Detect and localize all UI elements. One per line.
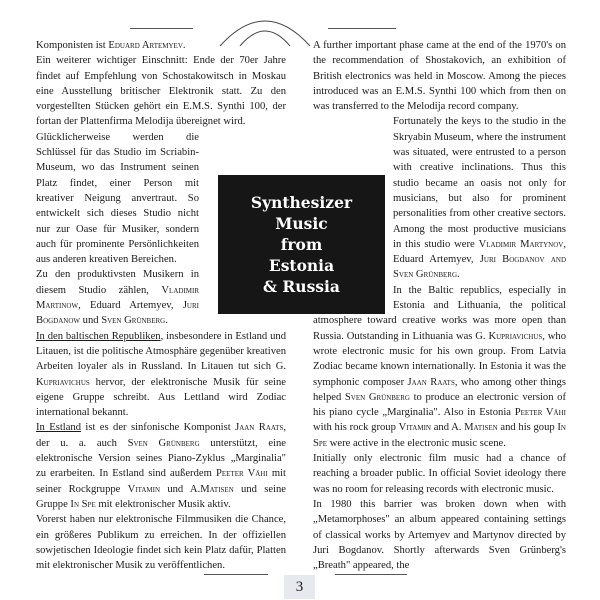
title-line: from — [280, 235, 323, 254]
german-paragraph-4: Zu den produktivsten Musikern in diesem Studio zählen, Vladimir Martinow, Eduard Artemyev, Juri Bogdanow und Sven Grünberg. — [36, 269, 199, 327]
english-paragraph-2: Fortunately the keys to the studio in the Skryabin Museum, where the instrument was situated, were entrusted to a person with creative inclinations. Thus this studio became an oasis not only for musicians, but also for prominent personalities from other creative sectors. Among the most productive musicians in this studio were Vladimir Martynov, Eduard Artemyev, Juri Bogdanov and Sven Grünberg. — [393, 116, 566, 281]
bottom-rule-right — [335, 574, 407, 575]
title-line: Synthesizer — [250, 193, 353, 212]
english-paragraph-5: In 1980 this barrier was broken down when with „Metamorphoses" an album appeared containing settings of classical works by Artemyev and Martynov directed by Juri Bogdanov. Shortly afterwards Sven Grünberg's „Breath" appeared, the — [313, 498, 566, 572]
english-paragraph-3: In the Baltic republics, especially in Estonia and Lithuania, the political atmosphere toward creative works was more open than Russia. Outstanding in Lithuania was G. Kupriavichus, who wrote electronic music for his own group. From Latvia Zodiac became known internationally. In Estonia it was the symphonic composer Jaan Raats, who among other things helped Sven Grünberg to produce an electronic version of his piano cycle „Marginalia". Also in Estonia Peeter Vähi with his rock group Vitamin and A. Matisen and his goup In Spe were active in the electronic music scene. — [313, 284, 566, 449]
english-paragraph-1: A further important phase came at the end of the 1970's on the recommendation of Shostakovich, an exhibition of British electronics was held in Moscow. Among the pieces introduced was an E.M.S. Synthi 100 which from then on was transferred to the Melodija record company. — [313, 40, 566, 113]
page-number: 3 — [284, 575, 315, 599]
top-rule-left — [130, 28, 193, 29]
top-rule-right — [328, 28, 396, 29]
title-box — [218, 175, 385, 314]
german-paragraph-3: Glücklicherweise werden die Schlüssel für das Studio im Scriabin-Museum, wo das Instrument seinen Platz findet, einer Person mit kreativer Neigung anvertraut. So entwickelt sich dieses Studio nicht nur zur Oase für Musiker, sondern auch für prominente Persönlichkeiten aus anderen kreativen Bereichen. — [36, 131, 199, 266]
german-paragraph-1: Komponisten ist Eduard Artemyev. — [36, 40, 186, 51]
english-paragraph-4: Initially only electronic film music had a chance of reaching a broader public. In official Soviet ideology there was no room for releasing records with electronic music. — [313, 453, 566, 495]
title-line: Estonia — [268, 256, 335, 275]
german-paragraph-6: In Estland ist es der sinfonische Komponist Jaan Raats, der u. a. auch Sven Grünberg unterstützt, eine elektronische Version seines Piano-Zyklus „Marginalia" zu erarbeiten. In Estland sind außerdem Peeter Vähi mit seiner Rockgruppe Vitamin und A.Matisen und seine Gruppe In Spe mit elektronischer Musik aktiv. — [36, 422, 286, 510]
german-paragraph-2: Ein weiterer wichtiger Einschnitt: Ende der 70er Jahre findet auf Empfehlung von Schostakowitsch in Moskau eine Ausstellung britischer Elektronik statt. Zu den vorgestellten Stücken gehört ein E.M.S. Synthi 100, der fortan der Plattenfirma Melodija übereignet wird. — [36, 55, 286, 128]
german-paragraph-7: Vorerst haben nur elektronische Filmmusiken die Chance, ein größeres Publikum zu erreichen. In der offiziellen sowjetischen Ideologie findet sich kein Platz dafür, Platten mit elektronischer Musik zu veröffentlichen. — [36, 514, 286, 572]
title-line: Music — [275, 214, 328, 233]
title-line: & Russia — [263, 277, 340, 296]
bottom-rule-left — [204, 574, 268, 575]
german-paragraph-5: In den baltischen Republiken, insbesondere in Estland und Litauen, ist die politische Atmosphäre gegenüber kreativen Arbeiten loyaler als in Russland. In Litauen tut sich G. Kupriavichus hervor, der elektronische Musik für seine eigene Gruppe schreibt. Aus Lettland wird Zodiac international bekannt. — [36, 330, 286, 419]
